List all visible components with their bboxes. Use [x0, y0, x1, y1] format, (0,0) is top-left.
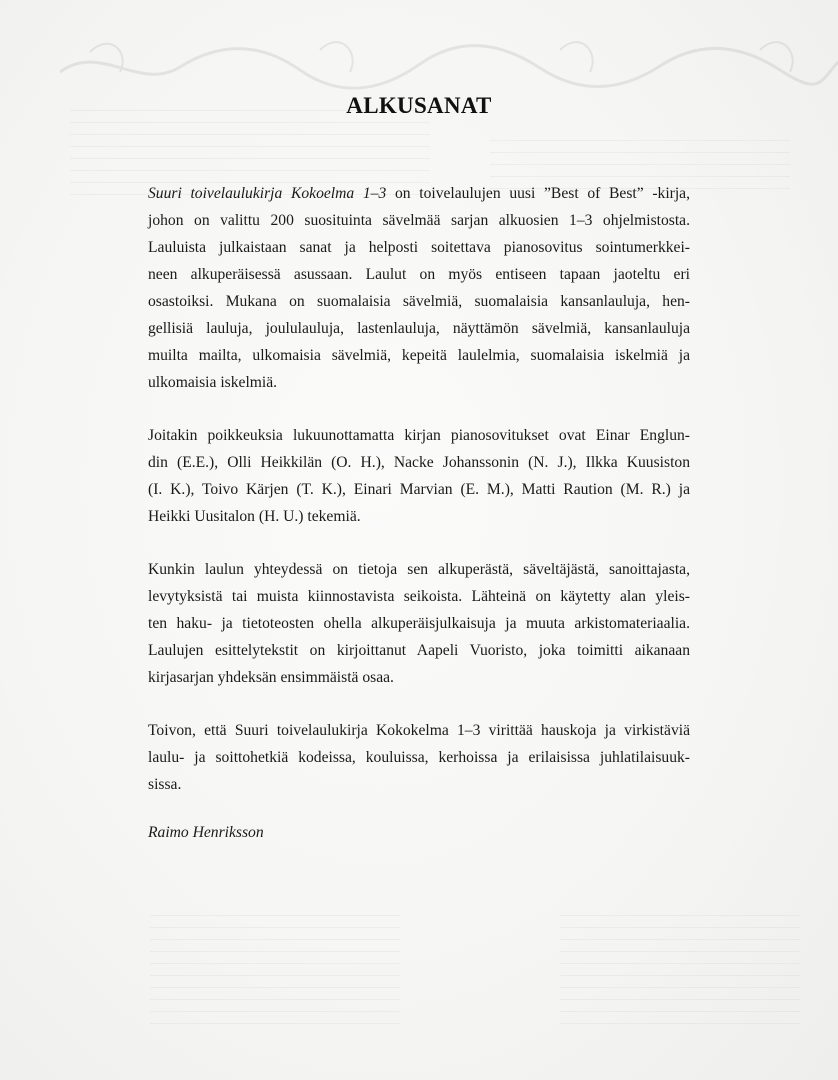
show-through-ornament	[60, 22, 838, 92]
paragraph-line: laulu- ja soittohetkiä kodeissa, kouluissa, kerhoissa ja erilaisissa juhlatilaisuuk-	[148, 749, 690, 766]
paragraph-line: muilta mailta, ulkomaisia sävelmiä, kepeitä laulelmia, suomalaisia iskelmiä ja	[148, 347, 690, 364]
page-title: ALKUSANAT	[346, 93, 492, 118]
paragraph-line: gellisiä lauluja, joululauluja, lastenlauluja, näyttämön sävelmiä, kansanlauluja	[148, 320, 690, 337]
paragraph-line: din (E.E.), Olli Heikkilän (O. H.), Nacke Johanssonin (N. J.), Ilkka Kuusiston	[148, 454, 690, 471]
signature: Raimo Henriksson	[148, 824, 264, 841]
paragraph-3	[148, 556, 690, 691]
paragraph-line: ten haku- ja tietoteosten ohella alkuperäisjulkaisuja ja muuta arkistomateriaalia.	[148, 615, 690, 632]
paragraph-line: Laulujen esittelytekstit on kirjoittanut Aapeli Vuoristo, joka toimitti aikanaan	[148, 642, 690, 659]
paragraph-line: Heikki Uusitalon (H. U.) tekemiä.	[148, 508, 361, 525]
paragraph-line: (I. K.), Toivo Kärjen (T. K.), Einari Marvian (E. M.), Matti Raution (M. R.) ja	[148, 481, 690, 498]
paragraph-line: levytyksistä tai muista kiinnostavista seikoista. Lähteinä on käytetty alan yleis-	[148, 588, 690, 605]
show-through-text-right-bottom	[560, 915, 800, 1035]
paragraph-line: Lauluista julkaistaan sanat ja helposti soitettava pianosovitus sointumerkkei-	[148, 239, 690, 256]
show-through-text-left-bottom	[150, 915, 400, 1025]
paragraph-2	[148, 422, 690, 530]
paragraph-line: johon on valittu 200 suosituinta sävelmää sarjan alkuosien 1–3 ohjelmistosta.	[148, 212, 690, 229]
paragraph-line: kirjasarjan yhdeksän ensimmäistä osaa.	[148, 669, 394, 686]
paragraph-line: Kunkin laulun yhteydessä on tietoja sen alkuperästä, säveltäjästä, sanoittajasta,	[148, 561, 690, 578]
paragraph-line: Joitakin poikkeuksia lukuunottamatta kirjan pianosovitukset ovat Einar Englun-	[148, 427, 690, 444]
paragraph-line: neen alkuperäisessä asussaan. Laulut on myös entiseen tapaan jaoteltu eri	[148, 266, 690, 283]
foreword-body	[148, 180, 690, 842]
book-title-italic: Suuri toivelaulukirja Kokoelma 1–3	[148, 185, 387, 202]
paragraph-line: sissa.	[148, 776, 182, 793]
paragraph-4	[148, 717, 690, 798]
paragraph-line: Toivon, että Suuri toivelaulukirja Kokokelma 1–3 virittää hauskoja ja virkistäviä	[148, 722, 690, 739]
paragraph-line: ulkomaisia iskelmiä.	[148, 374, 278, 391]
paragraph-1	[148, 180, 690, 396]
paragraph-line: Suuri toivelaulukirja Kokoelma 1–3 on toivelaulujen uusi ”Best of Best” -kirja,	[148, 185, 691, 202]
paragraph-line: osastoiksi. Mukana on suomalaisia sävelmiä, suomalaisia kansanlauluja, hen-	[148, 293, 690, 310]
